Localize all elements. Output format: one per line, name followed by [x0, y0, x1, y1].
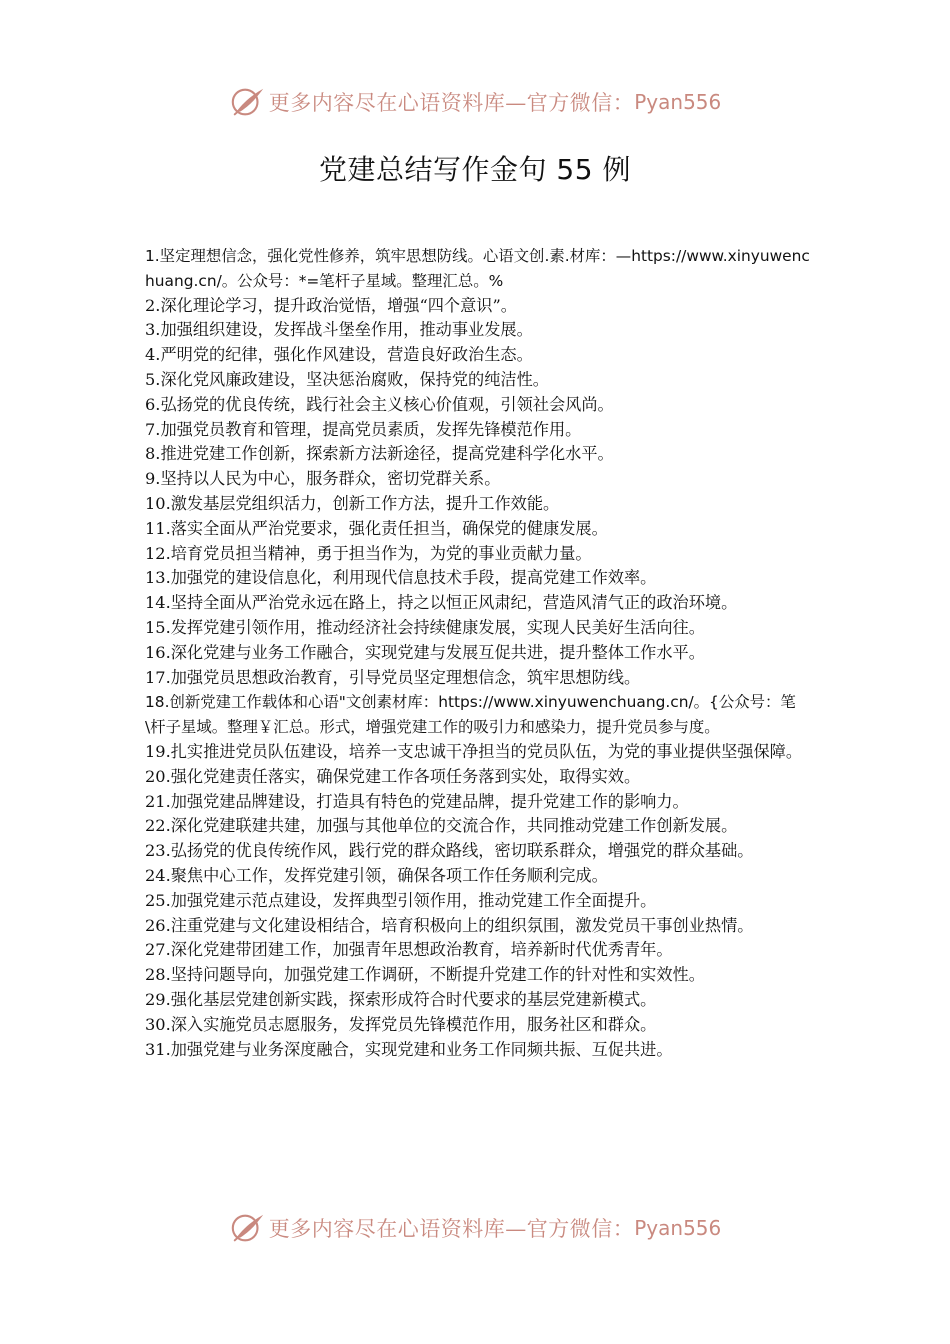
list-item: 12.培育党员担当精神，勇于担当作为，为党的事业贡献力量。	[145, 543, 592, 563]
list-item: 4.严明党的纪律，强化作风建设，营造良好政治生态。	[145, 345, 533, 365]
list-item: 27.深化党建带团建工作，加强青年思想政治教育，培养新时代优秀青年。	[145, 940, 673, 960]
list-item: 18.创新党建工作载体和心语"文创素材库：https://www.xinyuwenchuang.cn/。{公众号：笔\杆子星域。整理￥汇总。形式，增强党建工作的吸引力和感染力，提升党员参与度。	[145, 693, 796, 737]
list-item: 6.弘扬党的优良传统，践行社会主义核心价值观，引领社会风尚。	[145, 394, 614, 414]
list-item: 22.深化党建联建共建，加强与其他单位的交流合作，共同推动党建工作创新发展。	[145, 816, 738, 836]
list-item: 8.推进党建工作创新，探索新方法新途径，提高党建科学化水平。	[145, 444, 614, 464]
list-item: 3.加强组织建设，发挥战斗堡垒作用，推动事业发展。	[145, 320, 533, 340]
list-item: 5.深化党风廉政建设，坚决惩治腐败，保持党的纯洁性。	[145, 369, 549, 389]
list-item: 20.强化党建责任落实，确保党建工作各项任务落到实处，取得实效。	[145, 766, 641, 786]
quote-list	[145, 244, 815, 1062]
list-item: 13.加强党的建设信息化，利用现代信息技术手段，提高党建工作效率。	[145, 568, 657, 588]
footer-banner-text: 更多内容尽在心语资料库—官方微信：	[268, 1217, 635, 1241]
page-title: 党建总结写作金句 55 例	[319, 153, 631, 186]
list-item: 16.深化党建与业务工作融合，实现党建与发展互促共进，提升整体工作水平。	[145, 642, 705, 662]
list-item: 15.发挥党建引领作用，推动经济社会持续健康发展，实现人民美好生活向往。	[145, 617, 705, 637]
header-banner-text: 更多内容尽在心语资料库—官方微信：	[268, 91, 635, 115]
list-item: 30.深入实施党员志愿服务，发挥党员先锋模范作用，服务社区和群众。	[145, 1014, 657, 1034]
quill-logo-icon	[229, 83, 267, 121]
list-item: 19.扎实推进党员队伍建设，培养一支忠诚干净担当的党员队伍，为党的事业提供坚强保障。	[145, 741, 803, 761]
list-item: 25.加强党建示范点建设，发挥典型引领作用，推动党建工作全面提升。	[145, 890, 657, 910]
list-item: 7.加强党员教育和管理，提高党员素质，发挥先锋模范作用。	[145, 419, 582, 439]
list-item: 28.坚持问题导向，加强党建工作调研，不断提升党建工作的针对性和实效性。	[145, 965, 705, 985]
list-item: 24.聚焦中心工作，发挥党建引领，确保各项工作任务顺利完成。	[145, 865, 608, 885]
list-item: 23.弘扬党的优良传统作风，践行党的群众路线，密切联系群众，增强党的群众基础。	[145, 841, 754, 861]
list-item: 26.注重党建与文化建设相结合，培育积极向上的组织氛围，激发党员干事创业热情。	[145, 915, 754, 935]
footer-banner	[0, 1208, 950, 1248]
footer-banner-handle: Pyan556	[634, 1216, 722, 1240]
quill-logo-icon	[229, 1209, 267, 1247]
header-banner	[0, 82, 950, 122]
list-item: 21.加强党建品牌建设，打造具有特色的党建品牌，提升党建工作的影响力。	[145, 791, 689, 811]
list-item: 31.加强党建与业务深度融合，实现党建和业务工作同频共振、互促共进。	[145, 1039, 673, 1059]
list-item: 1.坚定理想信念，强化党性修养，筑牢思想防线。心语文创.素.材库：—https://www.xinyuwenchuang.cn/。公众号：*=笔杆子星域。整理汇总。%	[145, 247, 810, 290]
list-item: 14.坚持全面从严治党永远在路上，持之以恒正风肃纪，营造风清气正的政治环境。	[145, 593, 738, 613]
list-item: 10.激发基层党组织活力，创新工作方法，提升工作效能。	[145, 493, 560, 513]
list-item: 9.坚持以人民为中心，服务群众，密切党群关系。	[145, 469, 501, 489]
list-item: 2.深化理论学习，提升政治觉悟，增强“四个意识”。	[145, 295, 517, 315]
list-item: 17.加强党员思想政治教育，引导党员坚定理想信念，筑牢思想防线。	[145, 667, 641, 687]
header-banner-handle: Pyan556	[634, 90, 722, 114]
list-item: 29.强化基层党建创新实践，探索形成符合时代要求的基层党建新模式。	[145, 989, 657, 1009]
list-item: 11.落实全面从严治党要求，强化责任担当，确保党的健康发展。	[145, 518, 608, 538]
